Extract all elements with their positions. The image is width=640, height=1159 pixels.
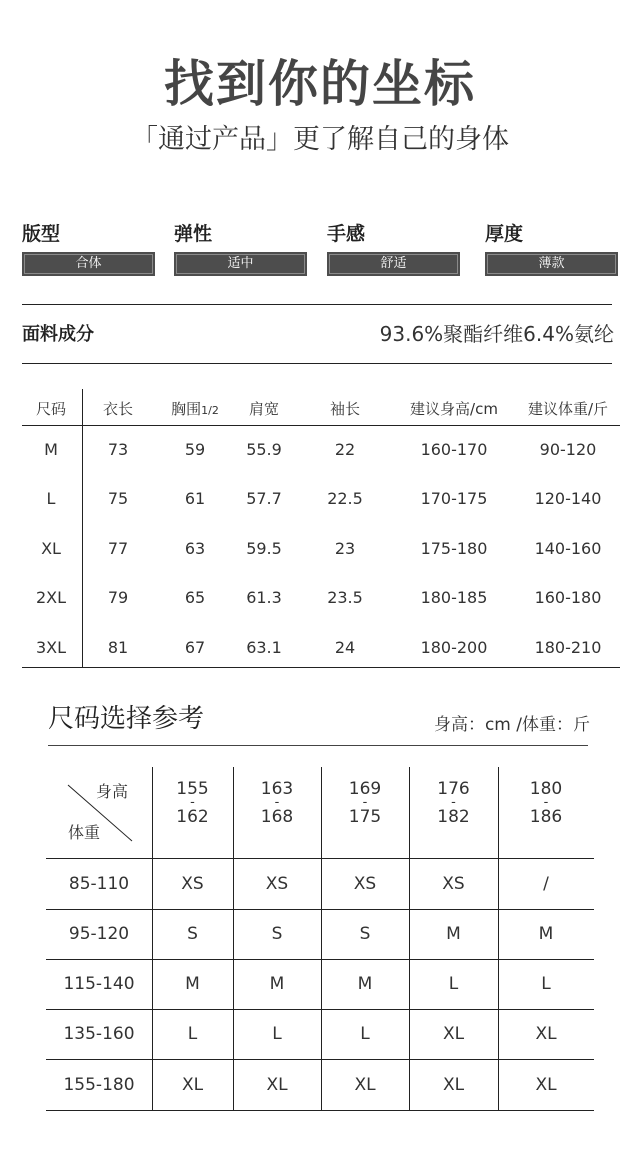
height-range-from: 155 xyxy=(176,779,209,799)
recommended-size-cell: XL xyxy=(535,1074,557,1095)
height-range-header xyxy=(325,780,405,826)
height-range-to: 175 xyxy=(348,807,382,827)
height-range-from: 163 xyxy=(260,779,294,799)
size-table-cell: 79 xyxy=(107,588,129,607)
recommended-size-cell: XS xyxy=(265,873,289,894)
height-range-to: 162 xyxy=(176,807,209,827)
recommended-size-cell: XL xyxy=(442,1024,465,1044)
attr-chip-elasticity: 适中 xyxy=(174,252,307,276)
attr-chip-thickness: 薄款 xyxy=(485,252,618,276)
height-range-header xyxy=(237,780,317,826)
reference-row-divider xyxy=(46,1009,594,1010)
height-range-header xyxy=(414,780,494,826)
attr-chip-feel: 舒适 xyxy=(327,252,460,276)
weight-range-cell: 115-140 xyxy=(63,974,135,994)
recommended-size-cell: M xyxy=(269,974,285,994)
size-table-header: 建议体重/斤 xyxy=(527,400,609,418)
size-table-cell: 63 xyxy=(184,539,206,558)
size-table-cell: 59.5 xyxy=(246,539,282,558)
corner-height-label: 身高 xyxy=(95,782,128,801)
size-table-cell: 170-175 xyxy=(420,489,488,508)
size-table-cell: 55.9 xyxy=(246,440,282,459)
fabric-label: 面料成分 xyxy=(22,324,94,345)
size-table-cell: 22 xyxy=(334,440,356,459)
fabric-value: 93.6%聚酯纤维6.4%氨纶 xyxy=(379,322,614,346)
size-table-cell: 65 xyxy=(184,588,206,607)
recommended-size-cell: XL xyxy=(535,1024,557,1044)
recommended-size-cell: L xyxy=(187,1024,198,1044)
size-table-cell: 24 xyxy=(334,638,356,657)
size-table-cell: 160-170 xyxy=(420,440,488,459)
recommended-size-cell: / xyxy=(543,873,549,894)
reference-title: 尺码选择参考 xyxy=(48,704,205,734)
recommended-size-cell: M xyxy=(357,974,373,994)
recommended-size-cell: XS xyxy=(181,873,204,894)
attr-label-fit: 版型 xyxy=(22,223,61,245)
weight-range-cell: 135-160 xyxy=(63,1024,135,1044)
height-range-dash: - xyxy=(190,795,195,810)
reference-row-divider xyxy=(46,1110,594,1111)
height-range-header xyxy=(506,780,586,826)
page-subtitle: 「通过产品」更了解自己的身体 xyxy=(131,124,509,155)
recommended-size-cell: XL xyxy=(181,1074,204,1095)
size-table-cell: 77 xyxy=(107,539,129,558)
size-table-cell: 23 xyxy=(334,539,356,558)
size-table-header-text: 胸围 xyxy=(171,400,202,418)
size-table-header: 尺码 xyxy=(35,400,66,418)
recommended-size-cell: M xyxy=(446,924,461,944)
size-table-header: 建议身高/cm xyxy=(410,400,498,418)
height-range-dash: - xyxy=(543,795,549,810)
size-table-cell: 180-200 xyxy=(420,638,488,657)
recommended-size-cell: S xyxy=(271,924,283,944)
attr-chip-fit: 合体 xyxy=(22,252,155,276)
size-table-size: 2XL xyxy=(35,588,67,607)
size-table-size: 3XL xyxy=(35,638,67,657)
size-table-cell: 61.3 xyxy=(246,588,282,607)
recommended-size-cell: S xyxy=(187,924,198,944)
size-table-cell: 73 xyxy=(107,440,129,459)
recommended-size-cell: XL xyxy=(442,1074,465,1095)
weight-range-cell: 155-180 xyxy=(63,1074,135,1095)
size-table-size: XL xyxy=(41,539,61,558)
height-range-from: 176 xyxy=(437,779,470,799)
attr-label-thickness: 厚度 xyxy=(485,223,524,245)
recommended-size-cell: XS xyxy=(442,873,465,894)
recommended-size-cell: XL xyxy=(266,1074,288,1095)
recommended-size-cell: S xyxy=(359,924,371,944)
size-table-size: L xyxy=(46,489,56,508)
corner-weight-label: 体重 xyxy=(67,823,100,842)
size-table-cell: 180-210 xyxy=(534,638,602,657)
recommended-size-cell: XS xyxy=(353,873,377,894)
size-table-header: 肩宽 xyxy=(248,400,279,418)
height-range-from: 180 xyxy=(529,779,563,799)
recommended-size-cell: L xyxy=(541,974,551,994)
reference-unit: 身高：cm /体重：斤 xyxy=(433,715,590,735)
reference-row-divider xyxy=(46,858,594,859)
size-table-cell: 175-180 xyxy=(420,539,488,558)
height-range-dash: - xyxy=(274,795,280,810)
size-table-cell: 63.1 xyxy=(246,638,282,657)
size-table-cell: 81 xyxy=(107,638,129,657)
height-range-from: 169 xyxy=(348,779,382,799)
size-table-cell: 75 xyxy=(107,489,129,508)
reference-row-divider xyxy=(46,909,594,910)
recommended-size-cell: L xyxy=(272,1024,282,1044)
height-range-to: 186 xyxy=(529,807,563,827)
size-table-cell: 22.5 xyxy=(327,489,363,508)
size-table-header-suffix: 1/2 xyxy=(201,404,219,417)
page-title: 找到你的坐标 xyxy=(164,55,476,113)
reference-row-divider xyxy=(46,959,594,960)
height-range-to: 182 xyxy=(437,807,470,827)
reference-row-divider xyxy=(46,1059,594,1060)
size-table-cell: 140-160 xyxy=(534,539,602,558)
recommended-size-cell: XL xyxy=(354,1074,376,1095)
size-table-cell: 160-180 xyxy=(534,588,602,607)
size-table-size: M xyxy=(44,440,58,459)
recommended-size-cell: L xyxy=(448,974,459,994)
recommended-size-cell: L xyxy=(360,1024,370,1044)
weight-range-cell: 85-110 xyxy=(68,873,130,894)
height-range-to: 168 xyxy=(260,807,294,827)
size-table-cell: 61 xyxy=(184,489,206,508)
size-table-cell: 59 xyxy=(184,440,206,459)
height-range-header xyxy=(153,780,233,826)
weight-range-cell: 95-120 xyxy=(68,924,130,944)
attr-label-feel: 手感 xyxy=(327,223,366,245)
size-table-cell: 120-140 xyxy=(534,489,602,508)
recommended-size-cell: M xyxy=(185,974,200,994)
size-table-cell: 67 xyxy=(184,638,206,657)
attr-label-elasticity: 弹性 xyxy=(174,223,213,245)
size-table-header: 衣长 xyxy=(102,400,133,418)
size-table-cell: 23.5 xyxy=(327,588,363,607)
size-table-cell: 180-185 xyxy=(420,588,488,607)
size-table-cell: 90-120 xyxy=(539,440,597,459)
height-range-dash: - xyxy=(362,795,368,810)
size-table-header: 袖长 xyxy=(329,400,360,418)
size-table-cell: 57.7 xyxy=(246,489,282,508)
recommended-size-cell: M xyxy=(538,924,554,944)
height-range-dash: - xyxy=(451,795,456,810)
